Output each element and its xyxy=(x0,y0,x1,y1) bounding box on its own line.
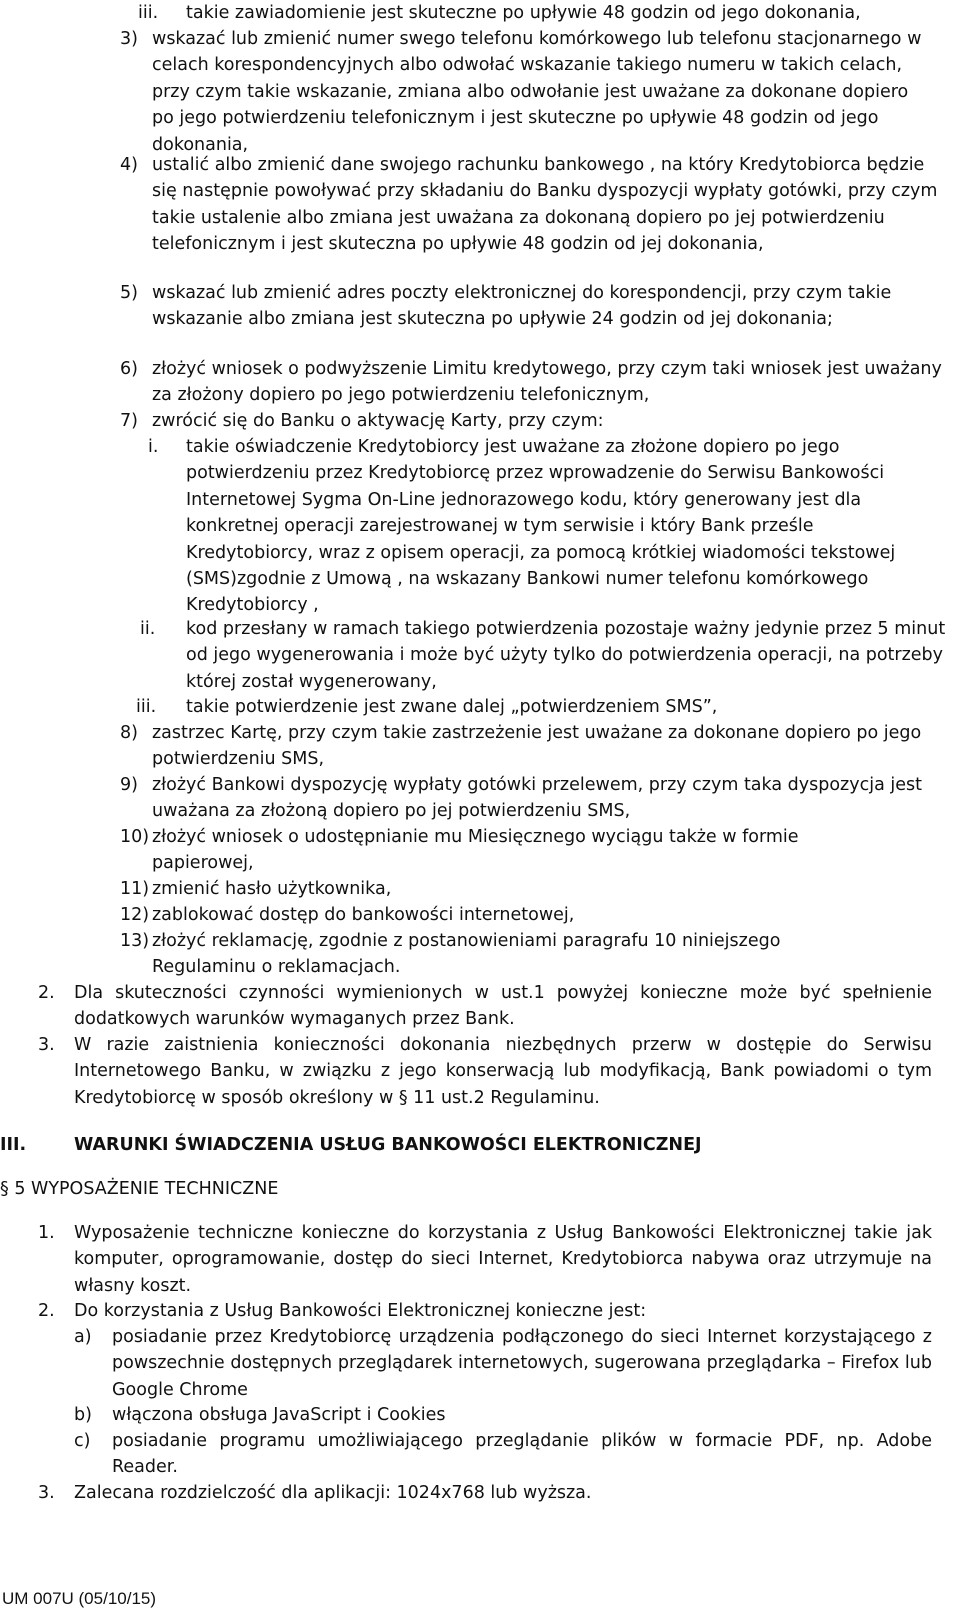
item-number: 3. xyxy=(38,1035,55,1055)
item-number: 1. xyxy=(38,1223,55,1243)
item-text: posiadanie programu umożliwiającego przeglądanie plików w formacie PDF, np. Adobe Reader. xyxy=(112,1431,932,1478)
item-number: 4) xyxy=(120,155,138,175)
item-number: 7) xyxy=(120,411,138,431)
item-text: złożyć reklamację, zgodnie z postanowieniami paragrafu 10 niniejszego Regulaminu o reklamacjach. xyxy=(152,931,781,978)
document-footer-code: UM 007U (05/10/15) xyxy=(2,1589,157,1608)
item-number: iii. xyxy=(138,3,159,23)
item-letter: a) xyxy=(74,1327,92,1347)
item-text: zastrzec Kartę, przy czym takie zastrzeżenie jest uważane za dokonane dopiero po jego potwierdzeniu SMS, xyxy=(152,723,922,770)
item-text: takie zawiadomienie jest skuteczne po upływie 48 godzin od jego dokonania, xyxy=(186,3,861,23)
item-number: iii. xyxy=(136,697,157,717)
item-number: 3. xyxy=(38,1483,55,1503)
item-number: 8) xyxy=(120,723,138,743)
item-text: kod przesłany w ramach takiego potwierdzenia pozostaje ważny jedynie przez 5 minut od jego wygenerowania i może być użyty tylko do potwierdzenia operacji, na potrzeby której został wygenerowany, xyxy=(186,619,946,692)
section-number: III. xyxy=(0,1135,27,1155)
item-number: i. xyxy=(148,437,159,457)
item-text: wskazać lub zmienić numer swego telefonu komórkowego lub telefonu stacjonarnego w celach korespondencyjnych albo odwołać wskazanie takiego numeru w takich celach, przy czym takie wskazanie, zmiana albo odwołanie jest uważane za dokonane dopiero po jego potwierdzeniu telefonicznym i jest skuteczne po upływie 48 godzin od jego dokonania, xyxy=(152,29,922,155)
item-number: 10) xyxy=(120,827,150,847)
item-text: złożyć wniosek o udostępnianie mu Miesięcznego wyciągu także w formie papierowej, xyxy=(152,827,799,874)
item-letter: c) xyxy=(74,1431,91,1451)
item-text: Dla skuteczności czynności wymienionych w ust.1 powyżej konieczne może być spełnienie dodatkowych warunków wymaganych przez Bank. xyxy=(74,983,932,1030)
item-text: takie oświadczenie Kredytobiorcy jest uważane za złożone dopiero po jego potwierdzeniu przez Kredytobiorcę przez wprowadzenie do Serwisu Bankowości Internetowej Sygma On-Line jednorazowego kodu, który generowany jest dla konkretnej operacji zarejestrowanej w tym serwisie i który Bank prześle Kredytobiorcy, wraz z opisem operacji, za pomocą krótkiej wiadomości tekstowej (SMS)zgodnie z Umową , na wskazany Bankowi numer telefonu komórkowego Kredytobiorcy , xyxy=(186,437,896,616)
item-text: złożyć Bankowi dyspozycję wypłaty gotówki przelewem, przy czym taka dyspozycja jest uważana za złożoną dopiero po jej potwierdzeniu SMS, xyxy=(152,775,922,822)
item-number: 11) xyxy=(120,879,150,899)
item-text: ustalić albo zmienić dane swojego rachunku bankowego , na który Kredytobiorca będzie się następnie powoływać przy składaniu do Banku dyspozycji wypłaty gotówki, przy czym takie ustalenie albo zmiana jest uważana za dokonaną dopiero po jej potwierdzeniu telefonicznym i jest skuteczna po upływie 48 godzin od jej dokonania, xyxy=(152,155,938,255)
item-number: 5) xyxy=(120,283,138,303)
item-text: Do korzystania z Usług Bankowości Elektronicznej konieczne jest: xyxy=(74,1301,647,1321)
item-text: W razie zaistnienia konieczności dokonania niezbędnych przerw w dostępie do Serwisu Internetowego Banku, w związku z jego konserwacją lub modyfikacją, Bank powiadomi o tym Kredytobiorcę w sposób określony w § 11 ust.2 Regulaminu. xyxy=(74,1035,932,1108)
subsection-title: § 5 WYPOSAŻENIE TECHNICZNE xyxy=(0,1179,279,1199)
item-text: Wyposażenie techniczne konieczne do korzystania z Usług Bankowości Elektronicznej takie jak komputer, oprogramowanie, dostęp do sieci Internet, Kredytobiorca nabywa oraz utrzymuje na własny koszt. xyxy=(74,1223,932,1296)
item-text: takie potwierdzenie jest zwane dalej „potwierdzeniem SMS”, xyxy=(186,697,718,717)
item-number: ii. xyxy=(140,619,156,639)
item-text: zmienić hasło użytkownika, xyxy=(152,879,392,899)
item-number: 12) xyxy=(120,905,150,925)
item-text: Zalecana rozdzielczość dla aplikacji: 1024x768 lub wyższa. xyxy=(74,1483,592,1503)
item-text: zablokować dostęp do bankowości internetowej, xyxy=(152,905,575,925)
item-number: 9) xyxy=(120,775,138,795)
item-number: 13) xyxy=(120,931,150,951)
section-title: WARUNKI ŚWIADCZENIA USŁUG BANKOWOŚCI ELEKTRONICZNEJ xyxy=(74,1135,702,1155)
item-text: zwrócić się do Banku o aktywację Karty, przy czym: xyxy=(152,411,604,431)
item-number: 2. xyxy=(38,1301,55,1321)
item-text: wskazać lub zmienić adres poczty elektronicznej do korespondencji, przy czym takie wskazanie albo zmiana jest skuteczna po upływie 24 godzin od jej dokonania; xyxy=(152,283,892,330)
item-number: 6) xyxy=(120,359,138,379)
item-number: 2. xyxy=(38,983,55,1003)
item-number: 3) xyxy=(120,29,138,49)
item-text: złożyć wniosek o podwyższenie Limitu kredytowego, przy czym taki wniosek jest uważany za złożony dopiero po jego potwierdzeniu telefonicznym, xyxy=(152,359,942,406)
item-letter: b) xyxy=(74,1405,92,1425)
item-text: włączona obsługa JavaScript i Cookies xyxy=(112,1405,446,1425)
item-text: posiadanie przez Kredytobiorcę urządzenia podłączonego do sieci Internet korzystającego z powszechnie dostępnych przeglądarek internetowych, sugerowana przeglądarka – Firefox lub Google Chrome xyxy=(112,1327,932,1400)
